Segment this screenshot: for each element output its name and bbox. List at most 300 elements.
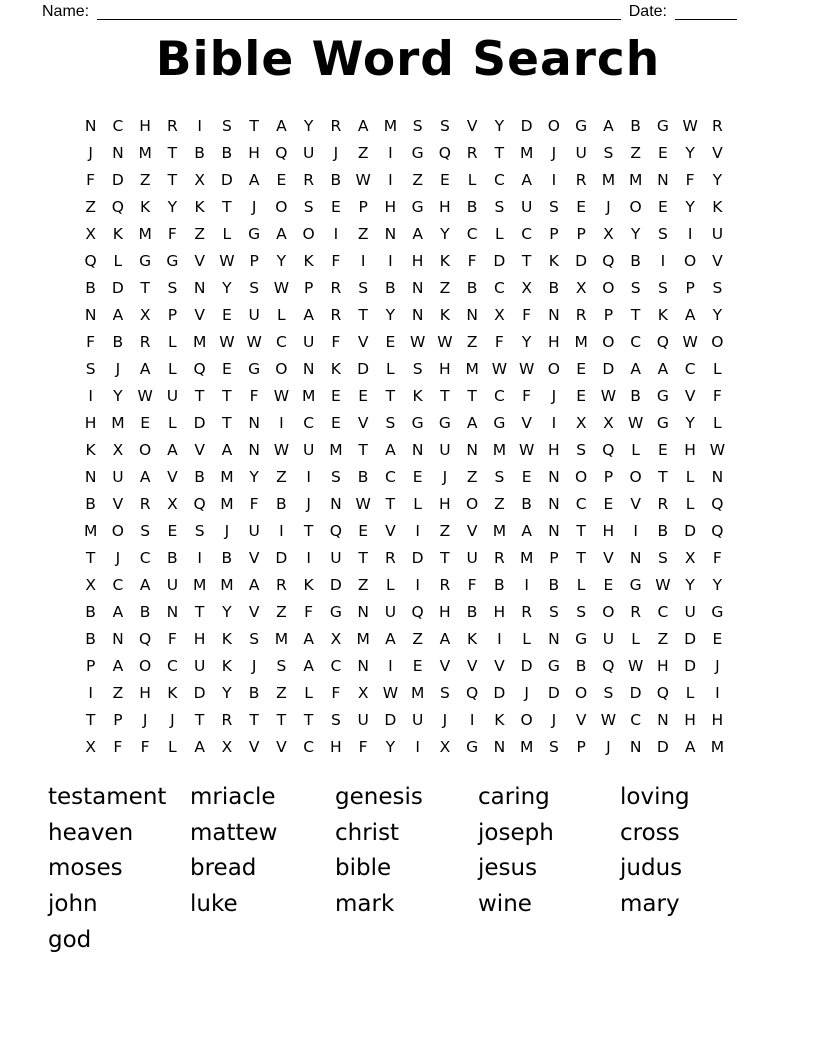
grid-letter-r6-c10: F xyxy=(331,251,341,270)
grid-letter-r8-c19: R xyxy=(575,305,587,324)
grid-letter-r20-c5: H xyxy=(193,629,206,648)
grid-letter-r16-c13: I xyxy=(415,521,420,540)
grid-letter-r20-c13: Z xyxy=(412,629,423,648)
grid-letter-r4-c19: E xyxy=(576,197,587,216)
grid-letter-r21-c14: V xyxy=(439,656,451,675)
grid-letter-r16-c24: Q xyxy=(711,521,724,540)
grid-letter-r14-c10: S xyxy=(330,467,341,486)
grid-letter-r15-c18: N xyxy=(548,494,560,513)
grid-letter-r11-c14: T xyxy=(440,386,450,405)
grid-letter-r12-c16: G xyxy=(493,413,506,432)
grid-letter-r12-c22: G xyxy=(656,413,669,432)
grid-letter-r9-c1: F xyxy=(86,332,96,351)
grid-letter-r5-c8: A xyxy=(276,224,287,243)
grid-letter-r19-c23: U xyxy=(684,602,696,621)
grid-letter-r16-c20: H xyxy=(602,521,615,540)
grid-letter-r9-c21: C xyxy=(630,332,642,351)
grid-letter-r22-c10: F xyxy=(331,683,341,702)
grid-letter-r3-c18: I xyxy=(551,170,557,189)
grid-letter-r1-c1: N xyxy=(84,116,97,135)
grid-letter-r1-c5: I xyxy=(197,116,202,135)
grid-letter-r22-c11: X xyxy=(357,683,369,702)
grid-letter-r12-c15: A xyxy=(466,413,478,432)
grid-letter-r5-c9: O xyxy=(302,224,315,243)
grid-letter-r10-c18: O xyxy=(547,359,560,378)
grid-letter-r22-c12: W xyxy=(382,683,399,702)
grid-letter-r6-c17: T xyxy=(521,251,532,270)
word-list-item: loving xyxy=(620,783,690,810)
grid-letter-r2-c3: M xyxy=(138,143,152,162)
grid-letter-r4-c9: S xyxy=(303,197,314,216)
grid-letter-r22-c18: D xyxy=(547,683,560,702)
grid-letter-r6-c19: D xyxy=(575,251,588,270)
grid-letter-r11-c17: F xyxy=(522,386,532,405)
grid-letter-r23-c5: T xyxy=(194,710,205,729)
grid-letter-r15-c12: T xyxy=(385,494,396,513)
grid-letter-r9-c20: O xyxy=(602,332,615,351)
grid-letter-r5-c14: Y xyxy=(440,224,450,243)
grid-letter-r3-c14: E xyxy=(439,170,450,189)
grid-letter-r11-c3: W xyxy=(137,386,153,405)
grid-letter-r3-c9: R xyxy=(303,170,315,189)
grid-letter-r12-c21: W xyxy=(627,413,644,432)
grid-letter-r17-c10: U xyxy=(330,548,342,567)
grid-letter-r16-c21: I xyxy=(633,521,638,540)
grid-letter-r13-c24: W xyxy=(709,440,726,459)
grid-letter-r18-c4: U xyxy=(166,575,179,594)
grid-letter-r8-c20: P xyxy=(603,305,614,324)
grid-letter-r2-c21: Z xyxy=(630,143,641,162)
grid-letter-r17-c9: I xyxy=(306,548,311,567)
grid-letter-r22-c19: O xyxy=(575,683,588,702)
grid-letter-r20-c1: B xyxy=(85,629,96,648)
grid-letter-r2-c5: B xyxy=(194,143,205,162)
grid-letter-r20-c12: A xyxy=(385,629,396,648)
grid-letter-r17-c23: X xyxy=(684,548,696,567)
grid-letter-r20-c17: L xyxy=(522,629,531,648)
grid-letter-r1-c2: C xyxy=(112,116,124,135)
grid-letter-r2-c17: M xyxy=(519,143,534,162)
grid-letter-r17-c2: J xyxy=(115,548,121,567)
name-blank-line xyxy=(97,3,621,20)
grid-letter-r9-c5: M xyxy=(192,332,207,351)
grid-letter-r15-c17: B xyxy=(521,494,532,513)
grid-letter-r20-c22: Z xyxy=(657,629,669,648)
grid-letter-r15-c15: O xyxy=(466,494,479,513)
grid-letter-r3-c13: Z xyxy=(412,170,423,189)
grid-letter-r20-c20: U xyxy=(602,629,615,648)
grid-letter-r5-c11: Z xyxy=(357,224,369,243)
word-list-item: john xyxy=(48,890,98,917)
grid-letter-r10-c1: S xyxy=(85,359,96,378)
grid-letter-r11-c5: T xyxy=(194,386,205,405)
grid-letter-r6-c14: K xyxy=(439,251,450,270)
grid-letter-r9-c24: O xyxy=(711,332,724,351)
grid-letter-r19-c15: B xyxy=(466,602,478,621)
grid-letter-r8-c4: P xyxy=(167,305,178,324)
grid-letter-r15-c4: X xyxy=(167,494,178,513)
grid-letter-r8-c16: X xyxy=(494,305,505,324)
grid-letter-r12-c24: L xyxy=(713,413,722,432)
grid-letter-r10-c5: Q xyxy=(193,359,206,378)
grid-letter-r1-c19: G xyxy=(575,116,588,135)
grid-letter-r7-c20: O xyxy=(602,278,615,297)
grid-letter-r15-c2: V xyxy=(112,494,124,513)
grid-letter-r16-c4: E xyxy=(167,521,178,540)
grid-letter-r9-c13: W xyxy=(409,332,426,351)
grid-letter-r19-c13: Q xyxy=(411,602,424,621)
grid-letter-r4-c12: H xyxy=(384,197,397,216)
grid-letter-r10-c11: D xyxy=(357,359,370,378)
grid-letter-r9-c23: W xyxy=(682,332,698,351)
grid-letter-r14-c8: Z xyxy=(276,467,287,486)
grid-letter-r21-c13: E xyxy=(412,656,423,675)
grid-letter-r7-c16: C xyxy=(493,278,505,297)
grid-letter-r3-c10: B xyxy=(330,170,342,189)
grid-letter-r21-c17: D xyxy=(520,656,533,675)
grid-letter-r10-c7: G xyxy=(248,359,261,378)
grid-letter-r16-c1: M xyxy=(83,521,98,540)
grid-letter-r17-c18: P xyxy=(549,548,559,567)
grid-letter-r19-c14: H xyxy=(439,602,451,621)
grid-letter-r19-c12: U xyxy=(384,602,397,621)
grid-letter-r11-c16: C xyxy=(493,386,505,405)
grid-letter-r10-c9: N xyxy=(302,359,315,378)
grid-letter-r11-c15: T xyxy=(467,386,477,405)
grid-letter-r1-c7: T xyxy=(249,116,259,135)
grid-letter-r17-c5: I xyxy=(197,548,202,567)
grid-letter-r11-c21: B xyxy=(630,386,641,405)
grid-letter-r10-c16: W xyxy=(491,359,508,378)
grid-letter-r14-c13: E xyxy=(412,467,423,486)
grid-letter-r10-c23: C xyxy=(684,359,696,378)
grid-letter-r19-c11: N xyxy=(357,602,369,621)
grid-letter-r24-c23: A xyxy=(684,737,696,756)
grid-letter-r19-c19: S xyxy=(576,602,587,621)
grid-letter-r6-c21: B xyxy=(630,251,641,270)
grid-letter-r21-c23: D xyxy=(684,656,697,675)
grid-letter-r8-c21: T xyxy=(630,305,641,324)
grid-letter-r13-c23: H xyxy=(684,440,696,459)
grid-letter-r24-c20: J xyxy=(606,737,611,756)
grid-letter-r22-c8: Z xyxy=(276,683,287,702)
grid-letter-r8-c8: L xyxy=(277,305,286,324)
grid-letter-r10-c17: W xyxy=(518,359,535,378)
grid-letter-r2-c24: V xyxy=(712,143,723,162)
grid-letter-r3-c12: I xyxy=(388,170,393,189)
grid-letter-r24-c8: V xyxy=(276,737,287,756)
grid-letter-r15-c19: C xyxy=(575,494,587,513)
grid-letter-r21-c5: U xyxy=(193,656,206,675)
grid-letter-r19-c4: N xyxy=(166,602,179,621)
grid-letter-r9-c8: C xyxy=(275,332,287,351)
grid-letter-r1-c23: W xyxy=(682,116,698,135)
grid-letter-r10-c20: D xyxy=(602,359,615,378)
grid-letter-r19-c24: G xyxy=(711,602,724,621)
grid-letter-r18-c23: Y xyxy=(685,575,695,594)
grid-letter-r15-c8: B xyxy=(276,494,287,513)
grid-letter-r11-c4: U xyxy=(166,386,179,405)
grid-letter-r19-c7: V xyxy=(248,602,260,621)
grid-letter-r4-c17: U xyxy=(520,197,533,216)
grid-letter-r7-c10: R xyxy=(330,278,342,297)
grid-letter-r6-c8: Y xyxy=(276,251,287,270)
grid-letter-r2-c2: N xyxy=(112,143,124,162)
grid-letter-r13-c13: N xyxy=(411,440,424,459)
grid-letter-r19-c3: B xyxy=(139,602,151,621)
grid-letter-r19-c6: Y xyxy=(222,602,232,621)
grid-letter-r16-c7: U xyxy=(248,521,260,540)
grid-letter-r7-c4: S xyxy=(167,278,178,297)
grid-letter-r5-c12: N xyxy=(384,224,397,243)
grid-letter-r16-c14: Z xyxy=(439,521,451,540)
grid-letter-r6-c7: P xyxy=(249,251,259,270)
grid-letter-r14-c2: U xyxy=(112,467,124,486)
grid-letter-r12-c13: G xyxy=(411,413,424,432)
grid-letter-r18-c10: D xyxy=(329,575,342,594)
word-list-column-2 xyxy=(190,779,335,922)
grid-letter-r18-c12: L xyxy=(386,575,395,594)
name-label: Name: xyxy=(42,3,90,20)
grid-letter-r16-c10: Q xyxy=(329,521,342,540)
grid-letter-r23-c10: S xyxy=(330,710,341,729)
grid-letter-r7-c14: Z xyxy=(439,278,451,297)
grid-letter-r3-c7: A xyxy=(248,170,260,189)
grid-letter-r7-c15: B xyxy=(466,278,478,297)
grid-letter-r6-c18: K xyxy=(548,251,559,270)
grid-letter-r8-c22: K xyxy=(657,305,668,324)
grid-letter-r20-c18: N xyxy=(548,629,560,648)
grid-letter-r5-c22: S xyxy=(657,224,668,243)
grid-letter-r16-c6: J xyxy=(224,521,230,540)
grid-letter-r9-c14: W xyxy=(437,332,453,351)
grid-letter-r24-c22: D xyxy=(656,737,669,756)
grid-letter-r15-c23: L xyxy=(685,494,695,513)
grid-letter-r20-c2: N xyxy=(112,629,124,648)
grid-letter-r24-c19: P xyxy=(576,737,586,756)
grid-letter-r11-c18: J xyxy=(551,386,557,405)
grid-letter-r2-c15: R xyxy=(466,143,478,162)
grid-letter-r21-c9: A xyxy=(303,656,314,675)
grid-letter-r18-c17: I xyxy=(524,575,529,594)
grid-letter-r8-c5: V xyxy=(194,305,205,324)
word-list-column-4 xyxy=(478,779,620,922)
grid-letter-r17-c4: B xyxy=(167,548,178,567)
grid-letter-r24-c7: V xyxy=(248,737,260,756)
grid-letter-r7-c8: W xyxy=(273,278,290,297)
grid-letter-r8-c23: A xyxy=(684,305,696,324)
grid-letter-r24-c1: X xyxy=(85,737,96,756)
grid-letter-r18-c15: F xyxy=(467,575,477,594)
grid-letter-r8-c7: U xyxy=(248,305,260,324)
grid-letter-r15-c21: V xyxy=(630,494,641,513)
grid-letter-r16-c15: V xyxy=(466,521,478,540)
grid-letter-r13-c14: U xyxy=(439,440,451,459)
grid-letter-r16-c5: S xyxy=(194,521,205,540)
grid-letter-r7-c22: S xyxy=(657,278,668,297)
grid-letter-r6-c22: I xyxy=(660,251,666,270)
grid-letter-r11-c6: T xyxy=(222,386,232,405)
word-list-item: moses xyxy=(48,855,123,882)
grid-letter-r23-c21: C xyxy=(630,710,642,729)
grid-letter-r14-c7: Y xyxy=(249,467,259,486)
grid-letter-r21-c10: C xyxy=(330,656,342,675)
grid-letter-r8-c9: A xyxy=(303,305,314,324)
grid-letter-r7-c5: N xyxy=(193,278,206,297)
grid-letter-r24-c15: G xyxy=(466,737,479,756)
grid-letter-r12-c20: X xyxy=(603,413,614,432)
grid-letter-r24-c3: F xyxy=(140,737,150,756)
grid-letter-r11-c2: Y xyxy=(113,386,123,405)
grid-letter-r4-c23: Y xyxy=(685,197,695,216)
word-list-item: jesus xyxy=(478,855,538,882)
grid-letter-r2-c22: E xyxy=(657,143,668,162)
grid-letter-r16-c2: O xyxy=(111,521,124,540)
grid-letter-r23-c13: U xyxy=(411,710,424,729)
grid-letter-r5-c15: C xyxy=(466,224,478,243)
grid-letter-r8-c24: Y xyxy=(712,305,723,324)
grid-letter-r9-c11: V xyxy=(357,332,369,351)
grid-letter-r4-c14: H xyxy=(439,197,451,216)
grid-letter-r16-c18: N xyxy=(548,521,560,540)
grid-letter-r11-c12: T xyxy=(385,386,396,405)
grid-letter-r3-c5: X xyxy=(194,170,205,189)
grid-letter-r7-c9: P xyxy=(303,278,314,297)
grid-letter-r2-c12: I xyxy=(388,143,393,162)
grid-letter-r3-c16: C xyxy=(493,170,505,189)
grid-letter-r13-c3: O xyxy=(139,440,152,459)
grid-letter-r23-c9: T xyxy=(303,710,314,729)
grid-letter-r14-c15: Z xyxy=(466,467,478,486)
grid-letter-r14-c17: E xyxy=(521,467,532,486)
grid-letter-r21-c11: N xyxy=(357,656,369,675)
grid-letter-r23-c22: N xyxy=(657,710,669,729)
grid-letter-r5-c1: X xyxy=(85,224,96,243)
grid-letter-r6-c15: F xyxy=(467,251,477,270)
grid-letter-r6-c23: O xyxy=(684,251,697,270)
grid-letter-r19-c5: T xyxy=(194,602,205,621)
grid-letter-r1-c22: G xyxy=(656,116,669,135)
grid-letter-r7-c23: P xyxy=(685,278,695,297)
word-list-item: mattew xyxy=(190,819,278,846)
grid-letter-r23-c16: K xyxy=(494,710,505,729)
grid-letter-r24-c11: F xyxy=(358,737,368,756)
grid-letter-r19-c21: R xyxy=(630,602,642,621)
grid-letter-r3-c17: A xyxy=(521,170,532,189)
grid-letter-r20-c6: K xyxy=(221,629,232,648)
grid-letter-r12-c18: I xyxy=(551,413,557,432)
grid-letter-r13-c1: K xyxy=(85,440,96,459)
grid-letter-r24-c9: C xyxy=(303,737,315,756)
grid-letter-r16-c22: B xyxy=(657,521,669,540)
grid-letter-r23-c12: D xyxy=(384,710,397,729)
grid-letter-r14-c23: L xyxy=(685,467,695,486)
word-list-item: mary xyxy=(620,890,680,917)
grid-letter-r9-c17: Y xyxy=(521,332,532,351)
word-list-column-1 xyxy=(48,779,190,957)
word-list-item: judus xyxy=(620,855,683,882)
grid-letter-r21-c8: S xyxy=(276,656,287,675)
grid-letter-r17-c3: C xyxy=(139,548,151,567)
grid-letter-r22-c22: Q xyxy=(656,683,669,702)
grid-letter-r1-c6: S xyxy=(221,116,232,135)
grid-letter-r12-c17: V xyxy=(521,413,532,432)
grid-letter-r17-c22: S xyxy=(657,548,668,567)
grid-letter-r23-c6: R xyxy=(221,710,233,729)
grid-letter-r12-c7: N xyxy=(248,413,260,432)
date-blank-line xyxy=(675,3,737,20)
grid-letter-r16-c19: T xyxy=(576,521,586,540)
grid-letter-r14-c24: N xyxy=(711,467,724,486)
grid-letter-r9-c15: Z xyxy=(466,332,478,351)
grid-letter-r13-c8: W xyxy=(273,440,290,459)
grid-letter-r23-c8: T xyxy=(276,710,287,729)
grid-letter-r23-c14: J xyxy=(442,710,448,729)
grid-letter-r4-c11: P xyxy=(358,197,368,216)
grid-letter-r21-c19: B xyxy=(575,656,587,675)
grid-letter-r13-c19: S xyxy=(576,440,587,459)
grid-letter-r19-c16: H xyxy=(493,602,506,621)
grid-letter-r2-c19: U xyxy=(575,143,587,162)
grid-letter-r5-c5: Z xyxy=(194,224,205,243)
grid-letter-r3-c23: F xyxy=(685,170,695,189)
grid-letter-r3-c3: Z xyxy=(139,170,151,189)
grid-letter-r8-c18: N xyxy=(548,305,560,324)
grid-letter-r14-c20: P xyxy=(603,467,614,486)
grid-letter-r7-c3: T xyxy=(140,278,150,297)
grid-letter-r24-c6: X xyxy=(221,737,233,756)
grid-letter-r1-c9: Y xyxy=(303,116,314,135)
grid-letter-r6-c6: W xyxy=(219,251,235,270)
grid-letter-r21-c2: A xyxy=(112,656,124,675)
grid-letter-r10-c13: S xyxy=(412,359,423,378)
grid-letter-r9-c4: L xyxy=(168,332,177,351)
grid-letter-r13-c10: M xyxy=(329,440,343,459)
grid-letter-r13-c22: E xyxy=(657,440,668,459)
grid-letter-r22-c4: K xyxy=(167,683,178,702)
grid-letter-r4-c4: Y xyxy=(167,197,178,216)
grid-letter-r22-c24: I xyxy=(715,683,720,702)
grid-letter-r6-c24: V xyxy=(712,251,723,270)
grid-letter-r18-c22: W xyxy=(655,575,671,594)
word-list-item: luke xyxy=(190,890,238,917)
grid-letter-r19-c22: C xyxy=(657,602,669,621)
grid-letter-r17-c24: F xyxy=(712,548,722,567)
grid-letter-r24-c5: A xyxy=(194,737,205,756)
grid-letter-r13-c6: A xyxy=(221,440,233,459)
grid-letter-r19-c18: S xyxy=(548,602,559,621)
grid-letter-r13-c5: V xyxy=(194,440,205,459)
grid-letter-r1-c3: H xyxy=(139,116,151,135)
grid-letter-r13-c16: M xyxy=(492,440,507,459)
grid-letter-r18-c9: K xyxy=(303,575,314,594)
grid-letter-r12-c23: Y xyxy=(685,413,695,432)
grid-letter-r10-c21: A xyxy=(630,359,641,378)
grid-letter-r17-c1: T xyxy=(85,548,96,567)
grid-letter-r19-c9: F xyxy=(304,602,314,621)
grid-letter-r2-c9: U xyxy=(302,143,315,162)
grid-letter-r18-c7: A xyxy=(248,575,260,594)
grid-letter-r1-c15: V xyxy=(466,116,478,135)
grid-letter-r18-c16: B xyxy=(494,575,505,594)
grid-letter-r22-c9: L xyxy=(304,683,313,702)
grid-letter-r14-c14: J xyxy=(442,467,448,486)
grid-letter-r5-c20: X xyxy=(603,224,614,243)
grid-letter-r20-c4: F xyxy=(167,629,177,648)
word-list-item: cross xyxy=(620,819,680,846)
grid-letter-r18-c6: M xyxy=(220,575,234,594)
grid-letter-r5-c7: G xyxy=(248,224,261,243)
